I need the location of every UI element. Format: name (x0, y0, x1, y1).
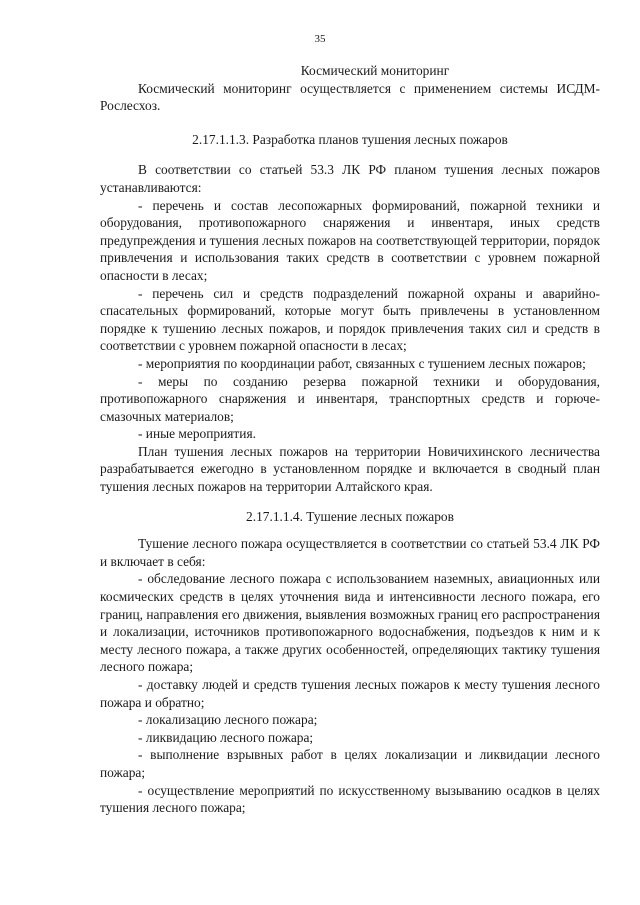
section-heading-fire-plans: 2.17.1.1.3. Разработка планов тушения лесных пожаров (192, 131, 508, 147)
list-item: - перечень сил и средств подразделений пожарной охраны и аварийно-спасательных формирований, которые могут быть привлечены в установленном порядке к тушению лесных пожаров, и порядок привлечения таких сил и средств в соответствии с уровнем пожарной опасности в лесах; (100, 285, 600, 354)
paragraph: План тушения лесных пожаров на территории Новичихинского лесничества разрабатывается ежегодно в установленном порядке и включается в сводный план тушения лесных пожаров на территории Алтайского края. (100, 443, 600, 495)
list-item: - обследование лесного пожара с использованием наземных, авиационных или космических средств в целях уточнения вида и интенсивности лесного пожара, его границ, направления его движения, выявления возможных границ его распространения и локализации, источников противопожарного водоснабжения, подъездов к ним и к месту лесного пожара, а также других особенностей, определяющих тактику тушения лесного пожара; (100, 571, 600, 675)
list-item: - осуществление мероприятий по искусственному вызыванию осадков в целях тушения лесного пожара; (100, 782, 600, 816)
list-item: - выполнение взрывных работ в целях локализации и ликвидации лесного пожара; (100, 747, 600, 780)
page-number: 35 (314, 33, 326, 45)
page-content (100, 62, 600, 817)
section-heading-fire-suppression: 2.17.1.1.4. Тушение лесных пожаров (246, 508, 454, 524)
paragraph: Космический мониторинг осуществляется с применением системы ИСДМ-Рослесхоз. (100, 80, 600, 114)
paragraph: В соответствии со статьей 53.3 ЛК РФ планом тушения лесных пожаров устанавливаются: (100, 162, 600, 195)
list-item: - мероприятия по координации работ, связанных с тушением лесных пожаров; (138, 355, 586, 371)
list-item: - доставку людей и средств тушения лесных пожаров к месту тушения лесного пожара и обратно; (100, 677, 600, 710)
list-item: - иные мероприятия. (138, 426, 256, 442)
list-item: - меры по созданию резерва пожарной техники и оборудования, противопожарного снаряжения и инвентаря, транспортных средств и горюче-смазочных материалов; (100, 373, 600, 424)
paragraph: Тушение лесного пожара осуществляется в соответствии со статьей 53.4 ЛК РФ и включает в себя: (100, 536, 600, 569)
section-heading-space-monitoring: Космический мониторинг (300, 63, 450, 78)
list-item: - ликвидацию лесного пожара; (138, 729, 314, 745)
list-item: - локализацию лесного пожара; (138, 712, 318, 728)
list-item: - перечень и состав лесопожарных формирований, пожарной техники и оборудования, противопожарного снаряжения и инвентаря, иных средств предупреждения и тушения лесных пожаров на соответствующей территории, порядок привлечения и использования таких средств в соответствии с уровнем пожарной опасности в лесах; (100, 197, 600, 283)
